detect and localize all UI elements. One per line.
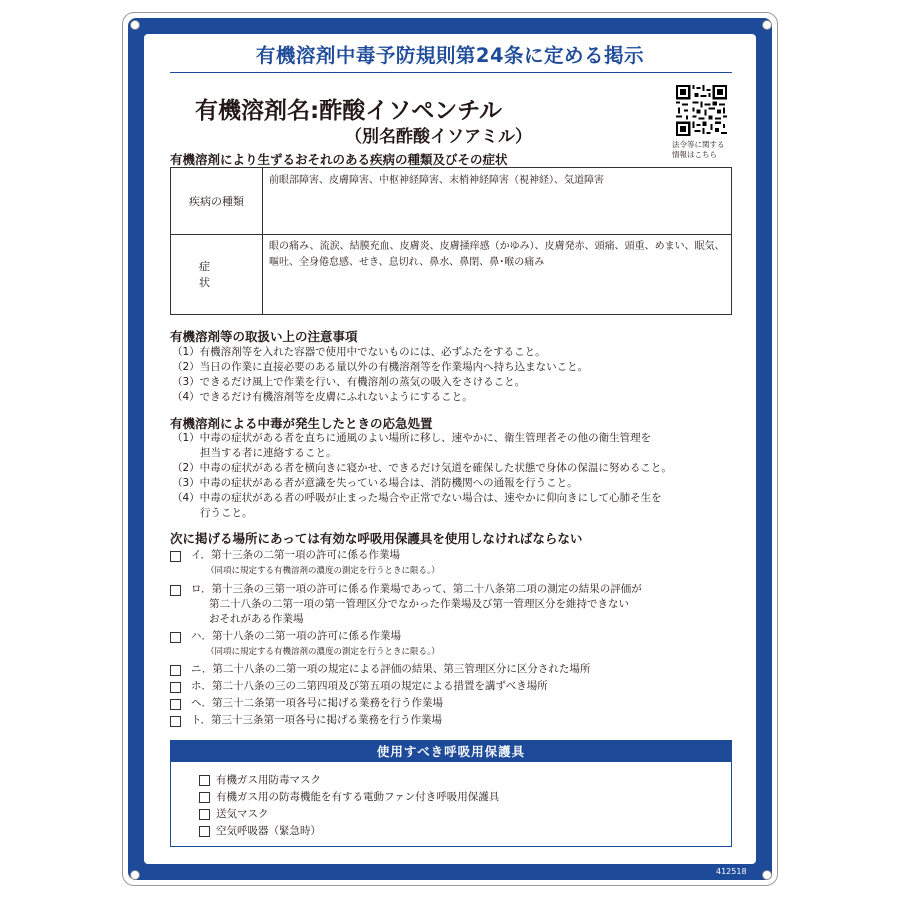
- place-item-he: ヘ．第三十二条第一項各号に掲げる業務を行う作業場: [191, 697, 443, 709]
- place-item-ro: ロ．第十三条の三第一項の許可に係る作業場であって、第二十八条第二項の測定の結果の評価が: [191, 583, 642, 595]
- place-checkbox-ha[interactable]: [170, 632, 181, 643]
- place-item-ni: ニ．第二十八条の二第一項の規定による評価の結果、第三管理区分に区分された場所: [191, 663, 591, 675]
- table-row: [171, 234, 731, 314]
- mounting-hole-icon: [762, 870, 772, 880]
- place-item-ro-cont2: おそれがある作業場: [209, 613, 304, 625]
- product-code: 412518: [716, 867, 747, 876]
- list-item: （3）できるだけ風上で作業を行い、有機溶剤の蒸気の吸入をさけること。: [172, 376, 526, 388]
- equipment-item-gas-mask: 有機ガス用防毒マスク: [216, 774, 321, 786]
- place-item-ha-note: （同項に規定する有機溶剤の濃度の測定を行うときに限る。）: [206, 647, 440, 657]
- place-checkbox-i[interactable]: [170, 551, 181, 562]
- place-item-to: ト．第三十三条第一項各号に掲げる業務を行う作業場: [191, 714, 443, 726]
- equipment-section-heading: 使用すべき呼吸用保護具: [170, 740, 732, 761]
- list-item: （4）できるだけ有機溶剤等を皮膚にふれないようにすること。: [172, 391, 473, 403]
- sign-title: 有機溶剤中毒予防規則第24条に定める掲示: [255, 44, 645, 67]
- place-checkbox-ro[interactable]: [170, 585, 181, 596]
- symptom-value: 眼の痛み、流涙、結膜充血、皮膚炎、皮膚掻痒感（かゆみ）、皮膚発赤、頭痛、頭重、めまい、眠気、嘔吐、全身倦怠感、せき、息切れ、鼻水、鼻閉、鼻･喉の痛み: [269, 241, 725, 268]
- place-item-ro-cont1: 第二十八条の二第一項の第一管理区分でなかった作業場及び第一管理区分を維持できない: [209, 598, 629, 610]
- title-divider: [170, 72, 732, 73]
- disease-type-label: 疾病の種類: [171, 168, 263, 234]
- equipment-checkbox-gas-mask[interactable]: [199, 775, 210, 786]
- emergency-section-heading: 有機溶剤による中毒が発生したときの応急処置: [170, 416, 433, 431]
- handling-section-heading: 有機溶剤等の取扱い上の注意事項: [170, 329, 358, 344]
- list-item: （1）有機溶剤等を入れた容器で使用中でないものには、必ずふたをすること。: [172, 346, 546, 358]
- mounting-hole-icon: [130, 20, 140, 30]
- disease-type-value: 前眼部障害、皮膚障害、中枢神経障害、末梢神経障害（視神経）、気道障害: [269, 175, 604, 186]
- place-item-ho: ホ．第二十八条の三の二第四項及び第五項の規定による措置を講ずべき場所: [191, 680, 548, 692]
- equipment-checkbox-scba[interactable]: [199, 826, 210, 837]
- equipment-checkbox-powered-respirator[interactable]: [199, 792, 210, 803]
- qr-note: 法令等に関する 情報はこちら: [672, 140, 725, 159]
- disease-table: [170, 167, 732, 315]
- list-item: （2）中毒の症状がある者を横向きに寝かせ、できるだけ気道を確保した状態で身体の保温に努めること。: [172, 462, 672, 474]
- list-item: （4）中毒の症状がある者の呼吸が止まった場合や正常でない場合は、速やかに仰向きにして心肺そ生を 行うこと。: [172, 492, 662, 519]
- places-section-heading: 次に掲げる場所にあっては有効な呼吸用保護具を使用しなければならない: [170, 531, 583, 546]
- solvent-name: 有機溶剤名:酢酸イソペンチル: [195, 98, 503, 124]
- solvent-alias: （別名酢酸イソアミル）: [345, 127, 532, 147]
- list-item: （2）当日の作業に直接必要のある量以外の有機溶剤等を作業場内へ持ち込まないこと。: [172, 361, 589, 373]
- place-checkbox-ho[interactable]: [170, 682, 181, 693]
- equipment-item-scba: 空気呼吸器（緊急時）: [216, 825, 321, 837]
- symptom-label: 症状: [171, 234, 263, 314]
- place-checkbox-to[interactable]: [170, 716, 181, 727]
- equipment-item-powered-respirator: 有機ガス用の防毒機能を有する電動ファン付き呼吸用保護具: [216, 791, 500, 803]
- qr-code-icon: [676, 85, 727, 136]
- disease-section-heading: 有機溶剤により生ずるおそれのある疾病の種類及びその症状: [170, 152, 508, 167]
- mounting-hole-icon: [130, 870, 140, 880]
- place-item-i: イ．第十三条の二第一項の許可に係る作業場: [191, 549, 401, 561]
- place-item-i-note: （同項に規定する有機溶剤の濃度の測定を行うときに限る。）: [206, 566, 440, 576]
- place-checkbox-ni[interactable]: [170, 665, 181, 676]
- place-item-ha: ハ．第十八条の二第一項の許可に係る作業場: [191, 630, 401, 642]
- list-item: （1）中毒の症状がある者を直ちに通風のよい場所に移し、速やかに、衛生管理者その他の衛生管理を 担当する者に連絡すること。: [172, 432, 652, 459]
- equipment-item-airline-mask: 送気マスク: [216, 808, 269, 820]
- equipment-checkbox-airline-mask[interactable]: [199, 809, 210, 820]
- place-checkbox-he[interactable]: [170, 699, 181, 710]
- mounting-hole-icon: [762, 20, 772, 30]
- table-row: [171, 168, 731, 235]
- list-item: （3）中毒の症状がある者が意識を失っている場合は、消防機関への通報を行うこと。: [172, 477, 578, 489]
